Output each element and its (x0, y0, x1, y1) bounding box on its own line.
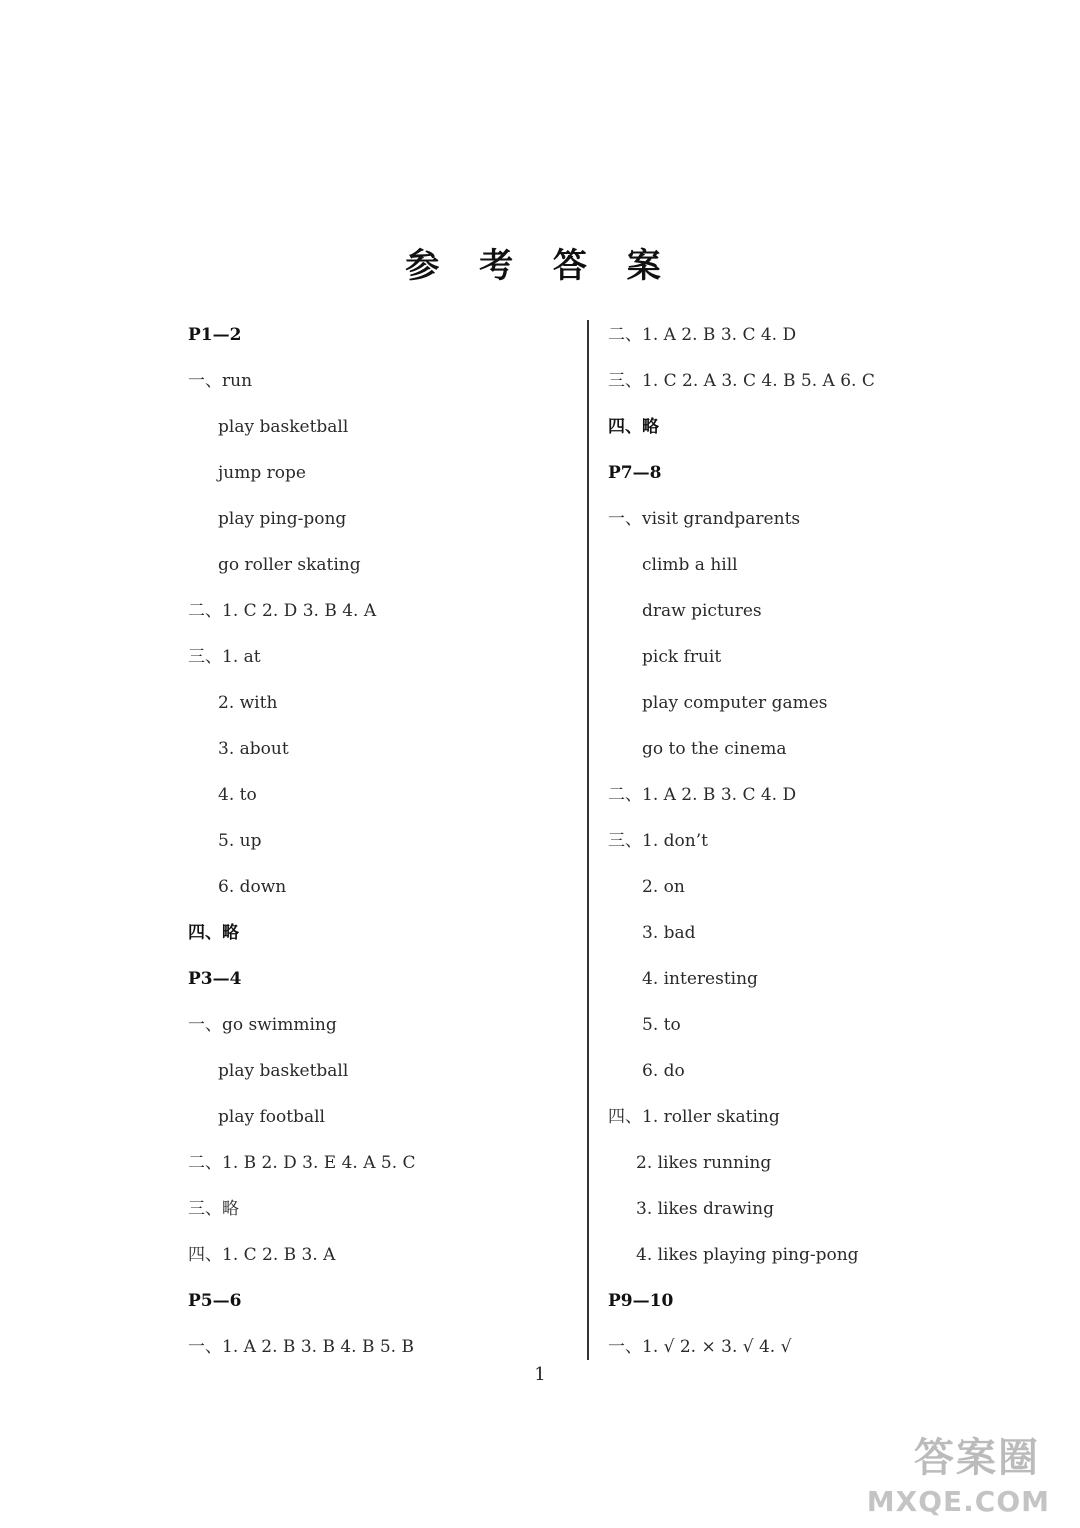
answer-column-right (608, 312, 988, 1370)
answer-line: 4. likes playing ping-pong (636, 1245, 859, 1265)
answer-line: go to the cinema (642, 739, 787, 759)
answer-line: climb a hill (642, 555, 738, 575)
answer-line: 三、1. don’t (608, 831, 708, 851)
answer-line: 2. with (218, 693, 278, 713)
answer-line: 三、1. at (188, 647, 261, 667)
answer-line: P1—2 (188, 325, 242, 345)
answer-line: pick fruit (642, 647, 722, 667)
answer-line: 3. bad (642, 923, 696, 943)
answer-line: 三、1. C 2. A 3. C 4. B 5. A 6. C (608, 371, 875, 391)
answer-line: 4. interesting (642, 969, 758, 989)
answer-line: play football (218, 1107, 325, 1127)
answer-line: 5. to (642, 1015, 681, 1035)
answer-line: play computer games (642, 693, 828, 713)
watermark-logo: 答案圈 (914, 1434, 1040, 1481)
answer-column-left (188, 312, 568, 1370)
answer-line: P3—4 (188, 969, 242, 989)
answer-line: 一、visit grandparents (608, 509, 801, 529)
answer-line: 2. on (642, 877, 685, 897)
answer-line: 一、go swimming (188, 1015, 337, 1035)
answer-line: play ping-pong (218, 509, 347, 529)
answer-line: 4. to (218, 785, 257, 805)
answer-line: 一、run (188, 371, 253, 391)
answer-line: play basketball (218, 1061, 349, 1081)
answer-line: P9—10 (608, 1291, 674, 1311)
answer-line: 6. do (642, 1061, 685, 1081)
answer-line: P7—8 (608, 463, 662, 483)
answer-line: 二、1. A 2. B 3. C 4. D (608, 785, 797, 805)
answer-line: 四、1. roller skating (608, 1107, 780, 1127)
page-number: 1 (534, 1364, 546, 1385)
answer-line: go roller skating (218, 555, 361, 575)
watermark-url: MXQE.COM (866, 1485, 1050, 1518)
answer-line: P5—6 (188, 1291, 242, 1311)
answer-line: 3. about (218, 739, 289, 759)
answer-line: jump rope (218, 463, 306, 483)
answer-line: draw pictures (642, 601, 762, 621)
answer-line: 一、1. A 2. B 3. B 4. B 5. B (188, 1337, 414, 1357)
answer-line: 四、略 (608, 417, 659, 437)
answer-line: 二、1. A 2. B 3. C 4. D (608, 325, 797, 345)
answer-line: 四、略 (188, 923, 239, 943)
answer-line: play basketball (218, 417, 349, 437)
answer-line: 二、1. C 2. D 3. B 4. A (188, 601, 377, 621)
answer-line: 一、1. √ 2. × 3. √ 4. √ (608, 1337, 792, 1357)
answer-line: 5. up (218, 831, 262, 851)
answer-line: 三、略 (188, 1199, 239, 1219)
answer-line: 二、1. B 2. D 3. E 4. A 5. C (188, 1153, 416, 1173)
answer-line: 四、1. C 2. B 3. A (188, 1245, 336, 1265)
column-divider (587, 320, 589, 1360)
answer-line: 2. likes running (636, 1153, 772, 1173)
answer-line: 6. down (218, 877, 287, 897)
answer-line: 3. likes drawing (636, 1199, 774, 1219)
page-title: 参 考 答 案 (405, 246, 675, 286)
